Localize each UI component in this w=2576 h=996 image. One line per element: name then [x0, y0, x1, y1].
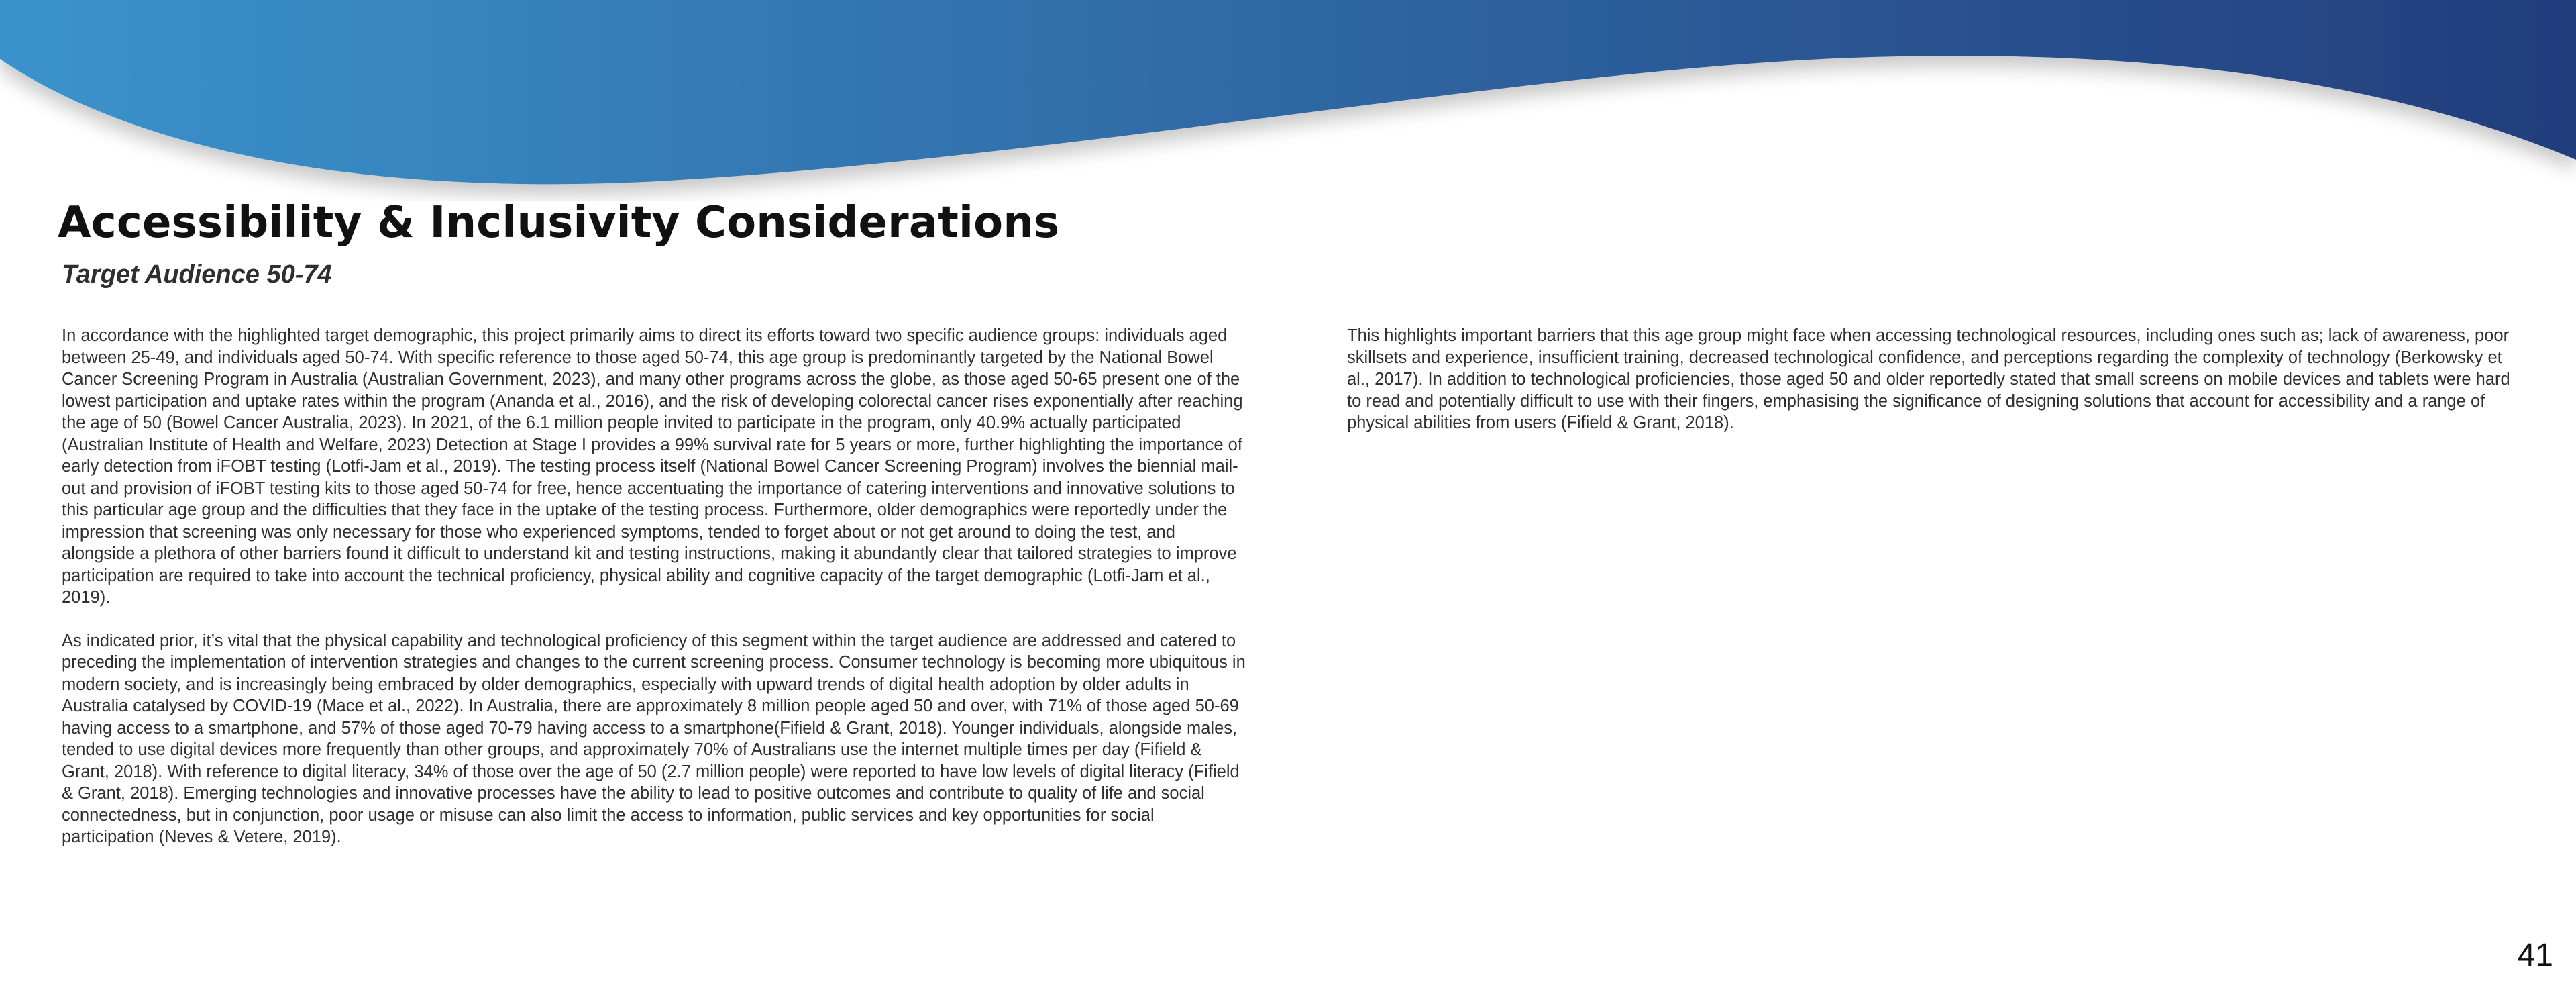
body-paragraph: In accordance with the highlighted target demographic, this project primarily aims to direct its efforts toward two specific audience groups: individuals aged between 25-49, and individuals aged 50-74. With specific reference to those aged 50-74, this age group is predominantly targeted by the National Bowel Cancer Screening Program in Australia (Australian Government, 2023), and many other programs across the globe, as those aged 50-65 present one of the lowest participation and uptake rates within the program (Ananda et al., 2016), and the risk of developing colorectal cancer rises exponentially after reaching the age of 50 (Bowel Cancer Australia, 2023). In 2021, of the 6.1 million people invited to participate in the program, only 40.9% actually participated (Australian Institute of Health and Welfare, 2023) Detection at Stage I provides a 99% survival rate for 5 years or more, further highlighting the importance of early detection from iFOBT testing (Lotfi-Jam et al., 2019). The testing process itself (National Bowel Cancer Screening Program) involves the biennial mail-out and provision of iFOBT testing kits to those aged 50-74 for free, hence accentuating the importance of catering interventions and innovative solutions to this particular age group and the difficulties that they face in the uptake of the testing process. Furthermore, older demographics were reportedly under the impression that screening was only necessary for those who experienced symptoms, tended to forget about or not get around to doing the test, and alongside a plethora of other barriers found it difficult to understand kit and testing instructions, making it abundantly clear that tailored strategies to improve participation are required to take into account the technical proficiency, physical ability and cognitive capacity of the target demographic (Lotfi-Jam et al., 2019).	[62, 326, 1243, 607]
header-wave-shape	[0, 0, 2576, 184]
right-text-column	[1347, 325, 2528, 456]
header-wave-banner	[0, 0, 2576, 201]
page-subtitle: Target Audience 50-74	[62, 260, 332, 289]
body-paragraph: As indicated prior, it’s vital that the physical capability and technological proficiency of this segment within the target audience are addressed and catered to preceding the implementation of intervention strategies and changes to the current screening process. Consumer technology is becoming more ubiquitous in modern society, and is increasingly being embraced by older demographics, especially with upward trends of digital health adoption by older adults in Australia catalysed by COVID-19 (Mace et al., 2022). In Australia, there are approximately 8 million people aged 50 and over, with 71% of those aged 50-69 having access to a smartphone, and 57% of those aged 70-79 having access to a smartphone(Fifield & Grant, 2018). Younger individuals, alongside males, tended to use digital devices more frequently than other groups, and approximately 70% of Australians use the internet multiple times per day (Fifield & Grant, 2018). With reference to digital literacy, 34% of those over the age of 50 (2.7 million people) were reported to have low levels of digital literacy (Fifield & Grant, 2018). Emerging technologies and innovative processes have the ability to lead to positive outcomes and contribute to quality of life and social connectedness, but in conjunction, poor usage or misuse can also limit the access to information, public services and key opportunities for social participation (Neves & Vetere, 2019).	[62, 631, 1246, 846]
page-number: 41	[2517, 938, 2553, 973]
page-title: Accessibility & Inclusivity Considerations	[58, 198, 1060, 248]
left-text-column	[62, 325, 1249, 870]
body-paragraph: This highlights important barriers that this age group might face when accessing technological resources, including ones such as; lack of awareness, poor skillsets and experience, insufficient training, decreased technological confidence, and perceptions regarding the complexity of technology (Berkowsky et al., 2017). In addition to technological proficiencies, those aged 50 and older reportedly stated that small screens on mobile devices and tablets were hard to read and potentially difficult to use with their fingers, emphasising the significance of designing solutions that account for accessibility and a range of physical abilities from users (Fifield & Grant, 2018).	[1347, 326, 2510, 432]
